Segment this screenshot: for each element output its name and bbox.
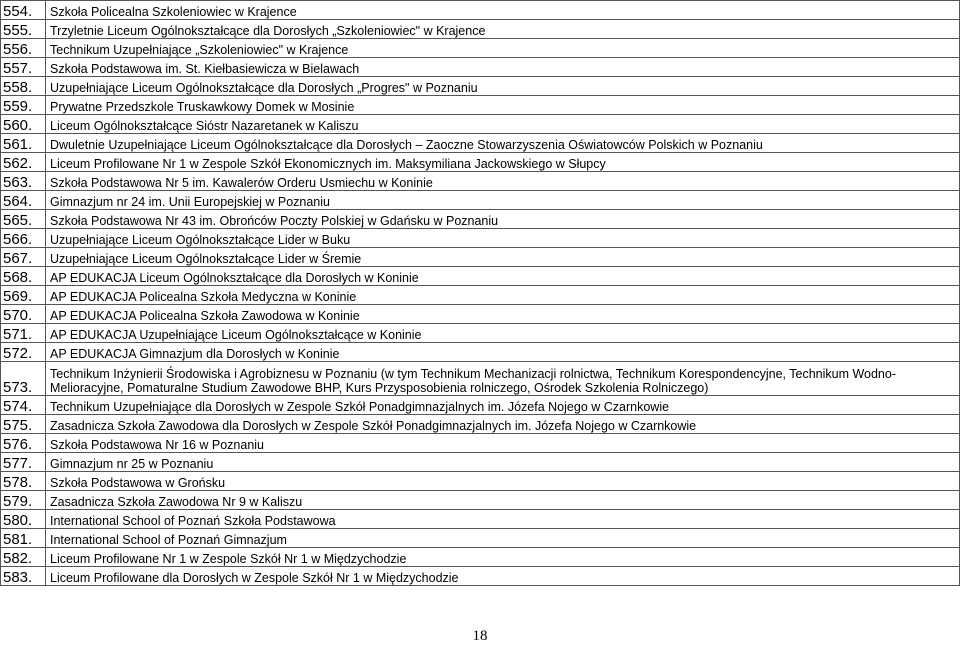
row-number: 570. [1, 305, 46, 324]
school-name: Technikum Uzupełniające „Szkoleniowiec" w Krajence [46, 39, 960, 58]
table-row [1, 172, 960, 191]
row-number: 557. [1, 58, 46, 77]
table-row [1, 343, 960, 362]
school-name: Szkoła Podstawowa Nr 16 w Poznaniu [46, 434, 960, 453]
school-name: Uzupełniające Liceum Ogólnokształcące Lider w Buku [46, 229, 960, 248]
row-number: 556. [1, 39, 46, 58]
table-row [1, 210, 960, 229]
table-row [1, 134, 960, 153]
row-number: 564. [1, 191, 46, 210]
table-row [1, 248, 960, 267]
school-name: Szkoła Podstawowa im. St. Kiełbasiewicza w Bielawach [46, 58, 960, 77]
table-row [1, 548, 960, 567]
table-row [1, 115, 960, 134]
row-number: 567. [1, 248, 46, 267]
school-name: Gimnazjum nr 24 im. Unii Europejskiej w Poznaniu [46, 191, 960, 210]
row-number: 563. [1, 172, 46, 191]
table-row [1, 267, 960, 286]
table-row [1, 434, 960, 453]
school-name: AP EDUKACJA Uzupełniające Liceum Ogólnokształcące w Koninie [46, 324, 960, 343]
table-row [1, 39, 960, 58]
school-name: AP EDUKACJA Policealna Szkoła Medyczna w Koninie [46, 286, 960, 305]
school-name: Uzupełniające Liceum Ogólnokształcące Lider w Śremie [46, 248, 960, 267]
table-row [1, 472, 960, 491]
table-row [1, 229, 960, 248]
table-row [1, 491, 960, 510]
row-number: 561. [1, 134, 46, 153]
row-number: 583. [1, 567, 46, 586]
school-name: Liceum Ogólnokształcące Sióstr Nazaretanek w Kaliszu [46, 115, 960, 134]
row-number: 565. [1, 210, 46, 229]
row-number: 577. [1, 453, 46, 472]
table-row [1, 453, 960, 472]
row-number: 568. [1, 267, 46, 286]
school-name: Szkoła Podstawowa Nr 43 im. Obrońców Poczty Polskiej w Gdańsku w Poznaniu [46, 210, 960, 229]
table-row [1, 96, 960, 115]
school-name: AP EDUKACJA Gimnazjum dla Dorosłych w Koninie [46, 343, 960, 362]
row-number: 576. [1, 434, 46, 453]
table-row [1, 58, 960, 77]
row-number: 578. [1, 472, 46, 491]
table-row [1, 415, 960, 434]
row-number: 574. [1, 396, 46, 415]
row-number: 558. [1, 77, 46, 96]
table-row [1, 305, 960, 324]
school-name: Liceum Profilowane Nr 1 w Zespole Szkół Nr 1 w Międzychodzie [46, 548, 960, 567]
row-number: 573. [1, 362, 46, 396]
row-number: 569. [1, 286, 46, 305]
school-name: Gimnazjum nr 25 w Poznaniu [46, 453, 960, 472]
row-number: 582. [1, 548, 46, 567]
row-number: 571. [1, 324, 46, 343]
school-name: Technikum Uzupełniające dla Dorosłych w Zespole Szkół Ponadgimnazjalnych im. Józefa Nojego w Czarnkowie [46, 396, 960, 415]
school-name: Szkoła Policealna Szkoleniowiec w Krajence [46, 1, 960, 20]
table-row [1, 20, 960, 39]
school-name: International School of Poznań Gimnazjum [46, 529, 960, 548]
row-number: 566. [1, 229, 46, 248]
table-row [1, 153, 960, 172]
table-row [1, 510, 960, 529]
table-row [1, 362, 960, 396]
table-row [1, 529, 960, 548]
table-row [1, 324, 960, 343]
row-number: 562. [1, 153, 46, 172]
table-row [1, 567, 960, 586]
row-number: 555. [1, 20, 46, 39]
school-name: Liceum Profilowane Nr 1 w Zespole Szkół Ekonomicznych im. Maksymiliana Jackowskiego w Słupcy [46, 153, 960, 172]
table-row [1, 396, 960, 415]
school-name: Uzupełniające Liceum Ogólnokształcące dla Dorosłych „Progres" w Poznaniu [46, 77, 960, 96]
page-number: 18 [472, 628, 488, 644]
table-row [1, 191, 960, 210]
school-name: Technikum Inżynierii Środowiska i Agrobiznesu w Poznaniu (w tym Technikum Mechanizacji rolnictwa, Technikum Korespondencyjne, Technikum Wodno-Melioracyjne, Pomaturalne Studium Zawodowe BHP, Kurs Przysposobienia rolniczego, Ośrodek Szkolenia Rolniczego) [46, 362, 960, 396]
school-name: Trzyletnie Liceum Ogólnokształcące dla Dorosłych „Szkoleniowiec" w Krajence [46, 20, 960, 39]
row-number: 575. [1, 415, 46, 434]
row-number: 579. [1, 491, 46, 510]
table-row [1, 1, 960, 20]
school-name: AP EDUKACJA Liceum Ogólnokształcące dla Dorosłych w Koninie [46, 267, 960, 286]
row-number: 572. [1, 343, 46, 362]
school-name: Zasadnicza Szkoła Zawodowa Nr 9 w Kaliszu [46, 491, 960, 510]
row-number: 581. [1, 529, 46, 548]
row-number: 560. [1, 115, 46, 134]
row-number: 580. [1, 510, 46, 529]
table-row [1, 77, 960, 96]
row-number: 559. [1, 96, 46, 115]
school-name: Szkoła Podstawowa w Grońsku [46, 472, 960, 491]
school-name: Zasadnicza Szkoła Zawodowa dla Dorosłych w Zespole Szkół Ponadgimnazjalnych im. Józefa Nojego w Czarnkowie [46, 415, 960, 434]
row-number: 554. [1, 1, 46, 20]
school-name: Prywatne Przedszkole Truskawkowy Domek w Mosinie [46, 96, 960, 115]
school-name: AP EDUKACJA Policealna Szkoła Zawodowa w Koninie [46, 305, 960, 324]
school-name: International School of Poznań Szkoła Podstawowa [46, 510, 960, 529]
school-name: Liceum Profilowane dla Dorosłych w Zespole Szkół Nr 1 w Międzychodzie [46, 567, 960, 586]
school-name: Dwuletnie Uzupełniające Liceum Ogólnokształcące dla Dorosłych – Zaoczne Stowarzyszenia Oświatowców Polskich w Poznaniu [46, 134, 960, 153]
table-row [1, 286, 960, 305]
school-name: Szkoła Podstawowa Nr 5 im. Kawalerów Orderu Usmiechu w Koninie [46, 172, 960, 191]
